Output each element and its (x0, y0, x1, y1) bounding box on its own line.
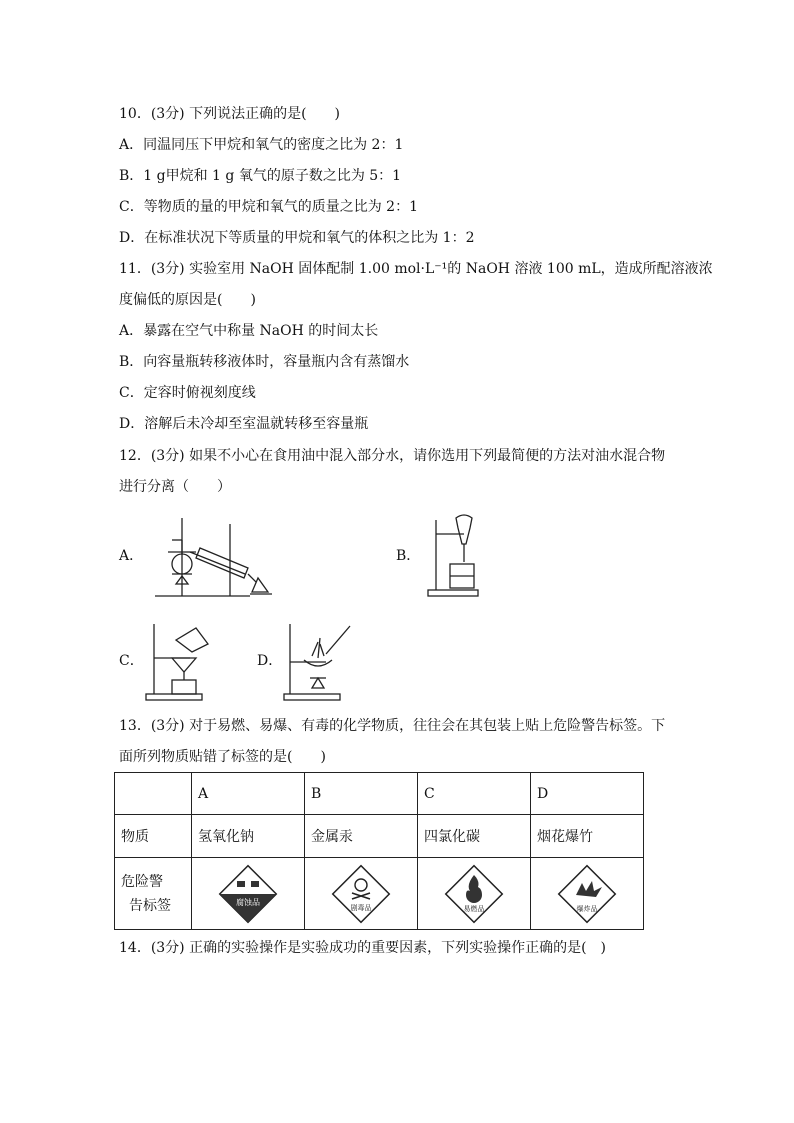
distillation-apparatus-figure (150, 512, 280, 600)
substance-a: 氢氧化钠 (192, 815, 305, 858)
sign-cell-a (192, 858, 305, 930)
q10-option-a: A．同温同压下甲烷和氧气的密度之比为 2：1 (119, 137, 404, 153)
table-cell (115, 773, 192, 815)
row-label-hazard (115, 858, 192, 930)
q11-option-c: C．定容时俯视刻度线 (119, 385, 256, 401)
q10-option-b: B．1 g甲烷和 1 g 氧气的原子数之比为 5：1 (119, 168, 402, 184)
table-row (115, 858, 644, 930)
table-row (115, 773, 644, 815)
corrosive-sign-icon (215, 861, 281, 927)
q12-label-b: B． (396, 548, 421, 564)
explosive-sign-icon (554, 861, 620, 927)
sign-cell-d (531, 858, 644, 930)
table-header-c: C (418, 773, 531, 815)
q12-label-d: D． (257, 653, 283, 669)
sign-cell-b (305, 858, 418, 930)
q10-option-d: D．在标准状况下等质量的甲烷和氧气的体积之比为 1：2 (119, 230, 475, 246)
q12-stem-line2: 进行分离（ ） (119, 479, 231, 495)
q10-stem: 10．(3分) 下列说法正确的是( ) (119, 106, 341, 122)
separatory-funnel-figure (424, 512, 484, 600)
table-header-b: B (305, 773, 418, 815)
flammable-sign-icon (441, 861, 507, 927)
q12-label-c: C． (119, 653, 144, 669)
q11-stem-line1: 11．(3分) 实验室用 NaOH 固体配制 1.00 mol·L⁻¹的 NaOH 溶液 100 mL，造成所配溶液浓 (119, 261, 713, 277)
filtration-apparatus-figure (142, 618, 218, 702)
evaporation-apparatus-figure (280, 618, 360, 702)
substance-d: 烟花爆竹 (531, 815, 644, 858)
q13-stem-line1: 13．(3分) 对于易燃、易爆、有毒的化学物质，往往会在其包装上贴上危险警告标签。下 (119, 718, 666, 734)
sign-label: 腐蚀品 (236, 897, 260, 907)
row-label-line1: 危险警 (121, 873, 163, 890)
table-header-a: A (192, 773, 305, 815)
table-row (115, 815, 644, 858)
sign-cell-c (418, 858, 531, 930)
row-label-substance: 物质 (115, 815, 192, 858)
q13-stem-line2: 面所列物质贴错了标签的是( ) (119, 749, 326, 765)
substance-c: 四氯化碳 (418, 815, 531, 858)
sign-label: 剧毒品 (350, 903, 372, 912)
q11-option-b: B．向容量瓶转移液体时，容量瓶内含有蒸馏水 (119, 354, 410, 370)
q12-stem-line1: 12．(3分) 如果不小心在食用油中混入部分水，请你选用下列最简便的方法对油水混合物 (119, 448, 666, 464)
table-header-d: D (531, 773, 644, 815)
q11-option-a: A．暴露在空气中称量 NaOH 的时间太长 (119, 323, 379, 339)
row-label-line2: 告标签 (129, 897, 171, 914)
hazard-label-table (114, 772, 644, 930)
substance-b: 金属汞 (305, 815, 418, 858)
sign-label: 爆炸品 (576, 904, 598, 913)
q14-stem: 14．(3分) 正确的实验操作是实验成功的重要因素，下列实验操作正确的是( ) (119, 940, 607, 956)
toxic-sign-icon (328, 861, 394, 927)
q12-label-a: A． (119, 548, 144, 564)
q11-stem-line2: 度偏低的原因是( ) (119, 292, 256, 308)
sign-label: 易燃品 (463, 904, 485, 913)
q11-option-d: D．溶解后未冷却至室温就转移至容量瓶 (119, 416, 369, 432)
q10-option-c: C．等物质的量的甲烷和氧气的质量之比为 2：1 (119, 199, 418, 215)
